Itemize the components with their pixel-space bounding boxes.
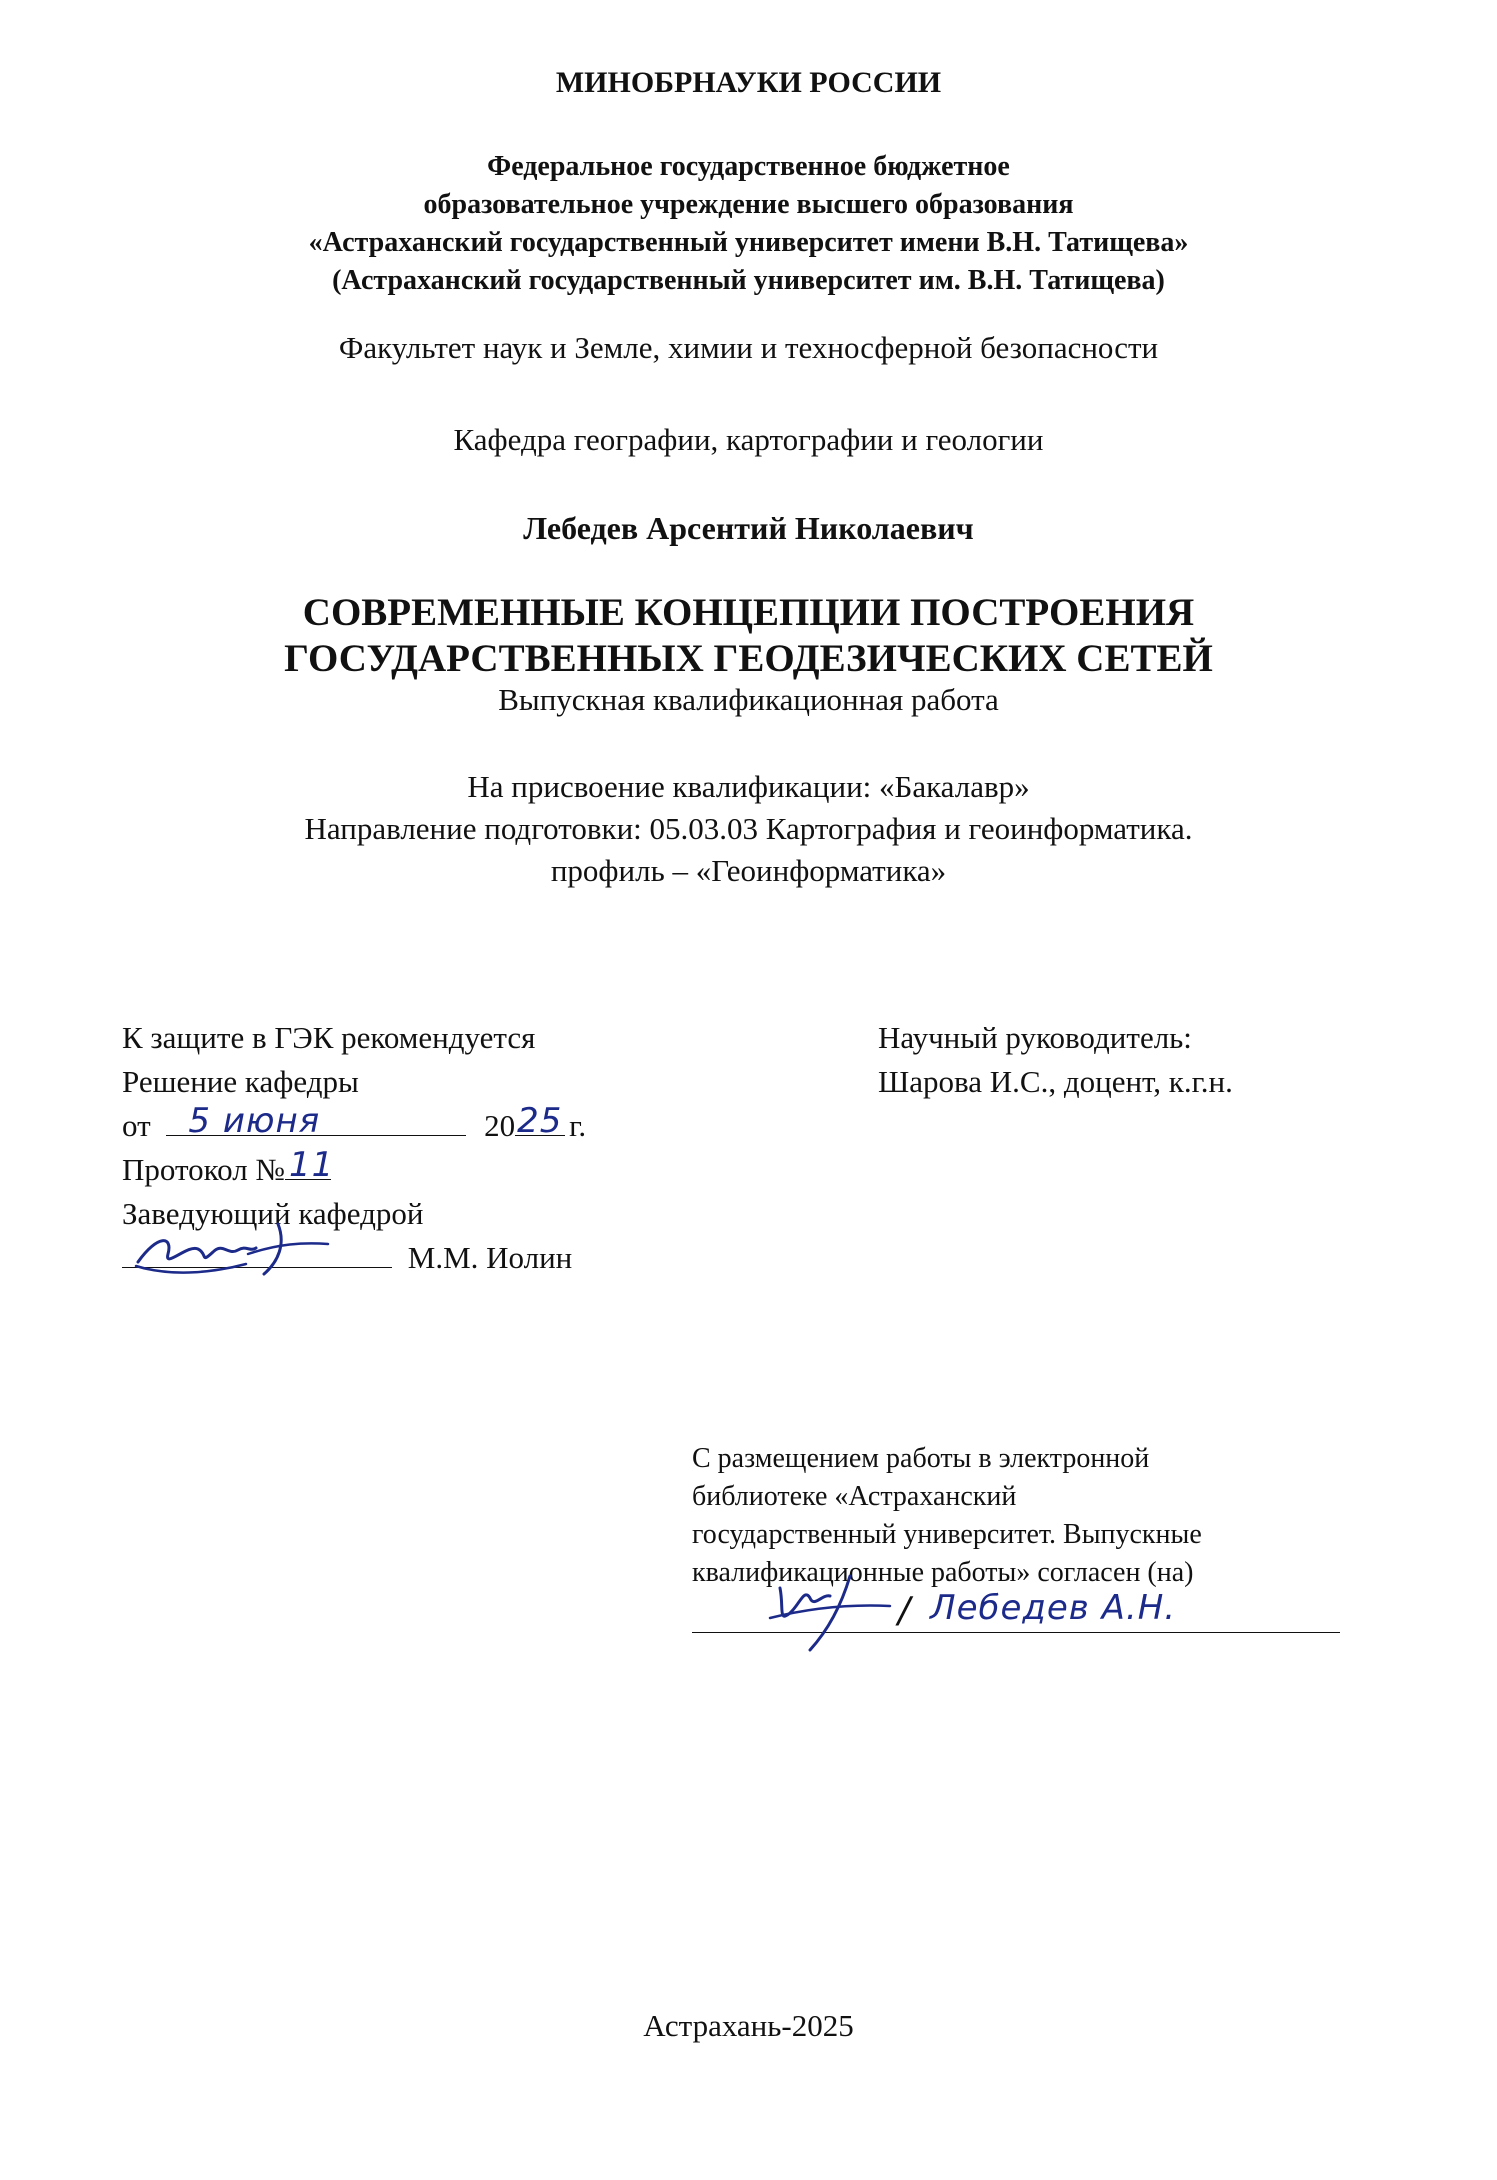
qualification-line: На присвоение квалификации: «Бакалавр» <box>467 769 1030 804</box>
head-label: Заведующий кафедрой <box>122 1196 424 1231</box>
ministry-heading: МИНОБРНАУКИ РОССИИ <box>555 66 942 99</box>
approval-line: Решение кафедры <box>122 1064 359 1099</box>
org-line: образовательное учреждение высшего образования <box>423 189 1074 220</box>
head-signature-row <box>122 1236 742 1280</box>
signature-separator: / <box>898 1590 912 1631</box>
date-prefix: от <box>122 1108 151 1143</box>
org-line: Федеральное государственное бюджетное <box>487 151 1010 182</box>
consent-line: библиотеке «Астраханский <box>692 1481 1017 1512</box>
protocol-label: Протокол № <box>122 1152 285 1187</box>
supervisor-label: Научный руководитель: <box>878 1020 1192 1055</box>
student-name-handwritten: Лебедев А.Н. <box>930 1588 1177 1628</box>
qualification-block <box>0 766 1497 892</box>
work-type: Выпускная квалификационная работа <box>498 682 999 717</box>
faculty-name: Факультет наук и Земле, химии и техносферной безопасности <box>338 330 1159 365</box>
student-signature-image <box>760 1568 920 1658</box>
consent-line: государственный университет. Выпускные <box>692 1519 1202 1550</box>
head-name: М.М. Иолин <box>407 1240 573 1275</box>
thesis-title <box>0 590 1497 682</box>
city-year: Астрахань-2025 <box>643 2008 854 2043</box>
protocol-field <box>285 1145 335 1185</box>
approval-line: К защите в ГЭК рекомендуется <box>122 1020 536 1055</box>
year-handwritten: 25 <box>517 1101 563 1141</box>
title-line: ГОСУДАРСТВЕННЫХ ГЕОДЕЗИЧЕСКИХ СЕТЕЙ <box>284 637 1213 680</box>
head-signature-image <box>128 1214 378 1294</box>
approval-date-row <box>122 1101 742 1148</box>
date-field <box>166 1101 466 1141</box>
qualification-line: Направление подготовки: 05.03.03 Картография и геоинформатика. <box>304 811 1193 846</box>
year-prefix: 20 <box>484 1108 516 1143</box>
org-line: (Астраханский государственный университет им. В.Н. Татищева) <box>332 265 1165 296</box>
department-name: Кафедра географии, картографии и геологии <box>453 422 1044 457</box>
date-handwritten: 5 июня <box>188 1101 321 1141</box>
organization-name <box>0 148 1497 300</box>
author-name: Лебедев Арсентий Николаевич <box>523 510 974 546</box>
supervisor-name: Шарова И.С., доцент, к.г.н. <box>878 1064 1233 1099</box>
consent-line: квалификационные работы» согласен (на) <box>692 1557 1194 1588</box>
qualification-line: профиль – «Геоинформатика» <box>550 853 947 888</box>
year-suffix: г. <box>569 1108 587 1143</box>
title-line: СОВРЕМЕННЫЕ КОНЦЕПЦИИ ПОСТРОЕНИЯ <box>302 591 1195 634</box>
consent-line: С размещением работы в электронной <box>692 1443 1150 1474</box>
protocol-handwritten: 11 <box>289 1145 335 1185</box>
protocol-row <box>122 1145 742 1192</box>
org-line: «Астраханский государственный университет имени В.Н. Татищева» <box>308 227 1189 258</box>
year-field <box>515 1101 565 1141</box>
approval-block <box>122 1016 742 1280</box>
supervisor-block <box>878 1016 1233 1104</box>
